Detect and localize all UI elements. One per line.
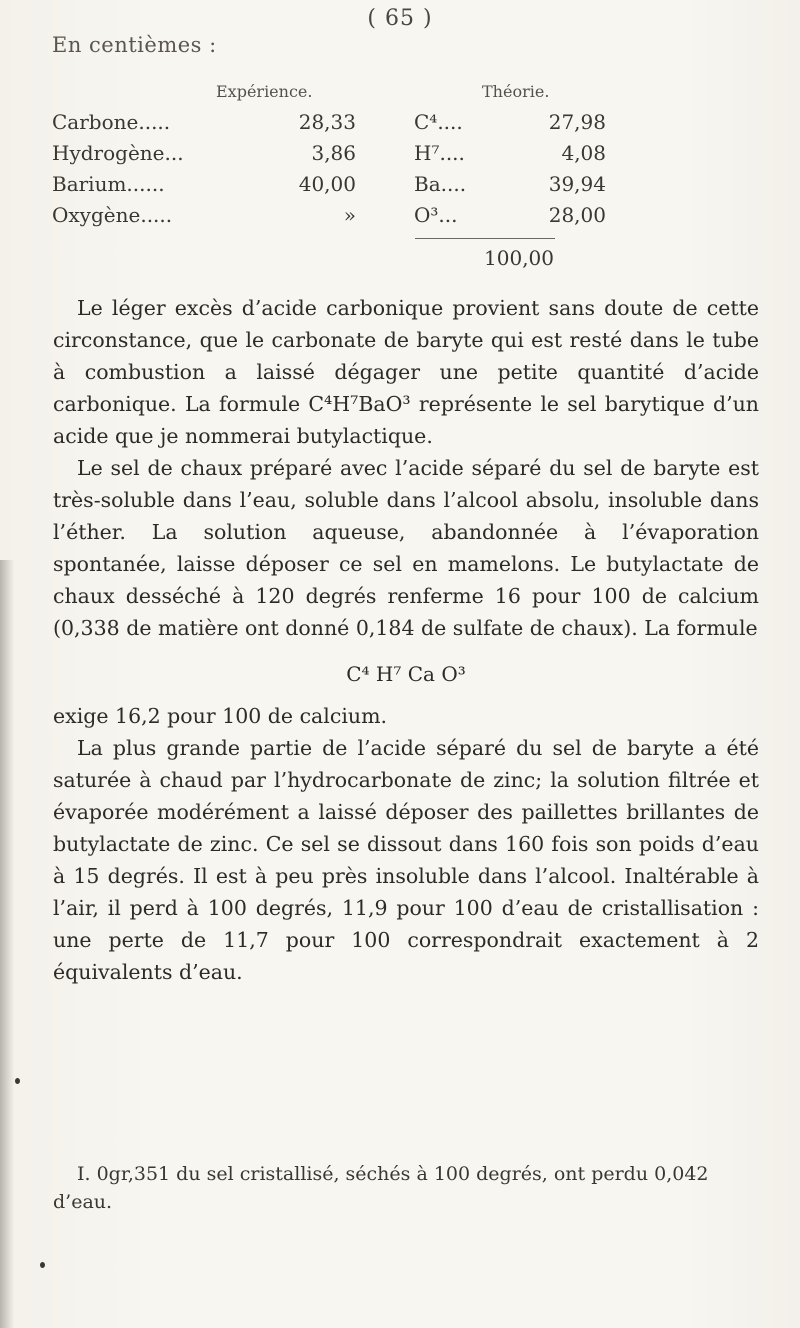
column-header-theorie: Théorie. xyxy=(482,82,550,101)
formula-symbol: C⁴.... xyxy=(414,110,463,134)
theory-value: 27,98 xyxy=(548,110,606,134)
table-intro: En centièmes : xyxy=(52,33,217,57)
experience-value: » xyxy=(343,203,356,227)
experience-value: 40,00 xyxy=(298,172,356,196)
experience-value: 3,86 xyxy=(311,141,356,165)
binding-shadow xyxy=(0,560,14,1328)
formula-symbol: H⁷.... xyxy=(414,141,465,165)
paragraph: Le léger excès d’acide carbonique provient sans doute de cette circonstance, que le carbonate de baryte qui est resté dans le tube à combustion a laissé dégager une petite quantité d’acide carbonique. La formule C⁴H⁷BaO³ représente le sel barytique d’un acide que je nommerai butylactique. xyxy=(53,296,759,448)
experience-value: 28,33 xyxy=(298,110,356,134)
footnote xyxy=(53,1160,759,1216)
formula-symbol: O³... xyxy=(414,203,458,227)
column-header-experience: Expérience. xyxy=(216,82,313,101)
chemical-formula: C⁴ H⁷ Ca O³ xyxy=(346,662,466,686)
theory-value: 4,08 xyxy=(561,141,606,165)
theory-value: 39,94 xyxy=(548,172,606,196)
formula-symbol: Ba.... xyxy=(414,172,467,196)
paragraph: Le sel de chaux préparé avec l’acide séparé du sel de baryte est très-soluble dans l’eau, soluble dans l’alcool absolu, insoluble dans l’éther. La solution aqueuse, abandonnée à l’évaporation spontanée, laisse déposer ce sel en mamelons. Le butylactate de chaux desséché à 120 degrés renferme 16 pour 100 de calcium (0,338 de matière ont donné 0,184 de sulfate de chaux). La formule xyxy=(53,456,759,640)
element-name: Barium...... xyxy=(52,172,165,196)
paragraph: exige 16,2 pour 100 de calcium. xyxy=(53,704,388,728)
element-name: Oxygène..... xyxy=(52,203,173,227)
footnote-text: I. 0gr,351 du sel cristallisé, séchés à 100 degrés, ont perdu 0,042 d’eau. xyxy=(53,1163,709,1213)
sum-rule xyxy=(415,238,555,239)
element-name: Hydrogène... xyxy=(52,141,184,165)
page-number: ( 65 ) xyxy=(367,6,433,31)
theory-value: 28,00 xyxy=(548,203,606,227)
body-text xyxy=(53,292,759,988)
ink-speck xyxy=(15,1078,20,1084)
element-name: Carbone..... xyxy=(52,110,171,134)
ink-speck xyxy=(40,1262,45,1268)
paragraph: La plus grande partie de l’acide séparé du sel de baryte a été saturée à chaud par l’hydrocarbonate de zinc; la solution filtrée et évaporée modérément a laissé déposer des paillettes brillantes de butylactate de zinc. Ce sel se dissout dans 160 fois son poids d’eau à 15 degrés. Il est à peu près insoluble dans l’alcool. Inaltérable à l’air, il perd à 100 degrés, 11,9 pour 100 d’eau de cristallisation : une perte de 11,7 pour 100 correspondrait exactement à 2 équivalents d’eau. xyxy=(53,736,759,984)
theory-total: 100,00 xyxy=(484,246,554,270)
